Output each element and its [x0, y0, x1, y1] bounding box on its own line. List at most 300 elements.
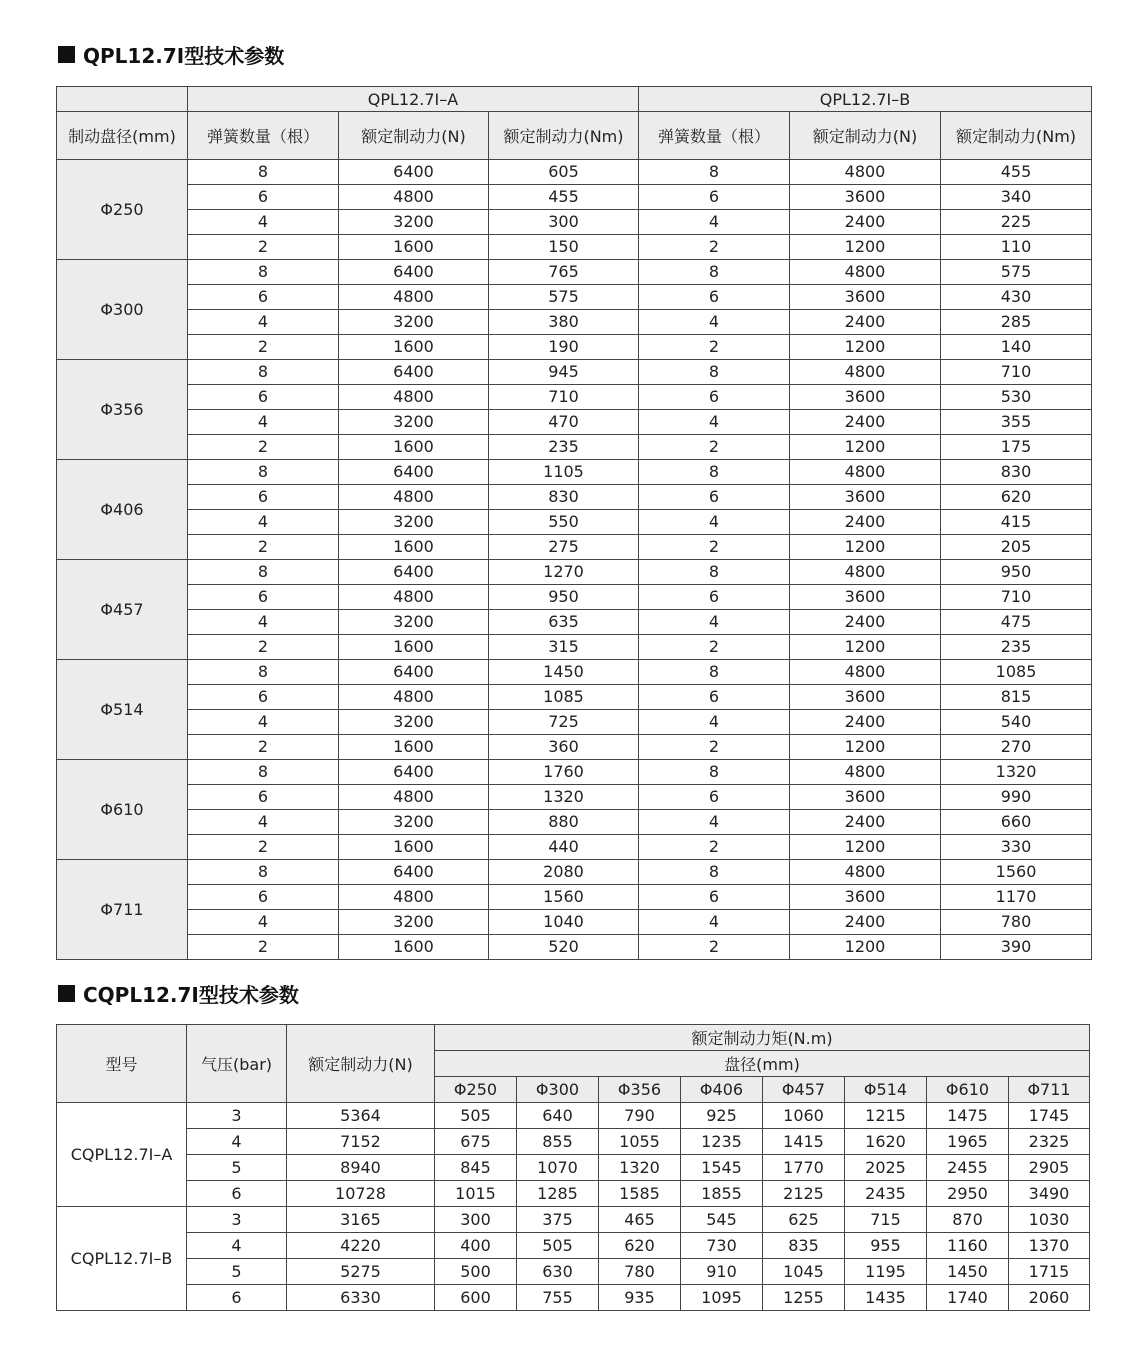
- cell-springs-b: 2: [639, 835, 790, 860]
- cell-torque-b: 710: [941, 360, 1092, 385]
- cell-torque-b: 430: [941, 285, 1092, 310]
- table-row: [57, 785, 1092, 810]
- cell-force-a: 1600: [339, 335, 489, 360]
- cell-springs-b: 8: [639, 260, 790, 285]
- cell-springs-b: 2: [639, 735, 790, 760]
- cell-torque: 1045: [763, 1259, 845, 1285]
- cell-torque: 1740: [927, 1285, 1009, 1311]
- cell-torque: 2455: [927, 1155, 1009, 1181]
- cell-torque-a: 605: [489, 160, 639, 185]
- cell-torque-b: 660: [941, 810, 1092, 835]
- cell-force-a: 4800: [339, 585, 489, 610]
- cell-force: 3165: [287, 1207, 435, 1233]
- disc-size-header: Φ250: [435, 1077, 517, 1103]
- cell-torque: 375: [517, 1207, 599, 1233]
- cell-force-a: 3200: [339, 610, 489, 635]
- cell-springs-a: 6: [188, 785, 339, 810]
- cell-force-a: 3200: [339, 810, 489, 835]
- cell-force-a: 3200: [339, 710, 489, 735]
- cell-force-b: 4800: [790, 760, 941, 785]
- cell-force-b: 3600: [790, 785, 941, 810]
- cell-force: 10728: [287, 1181, 435, 1207]
- cell-torque: 2435: [845, 1181, 927, 1207]
- cell-force: 5364: [287, 1103, 435, 1129]
- cell-springs-a: 6: [188, 585, 339, 610]
- cell-force-a: 6400: [339, 860, 489, 885]
- cell-springs-b: 4: [639, 710, 790, 735]
- section-title-cqpl: [58, 979, 299, 1008]
- table-row: [57, 335, 1092, 360]
- cell-torque-b: 710: [941, 585, 1092, 610]
- cell-springs-a: 8: [188, 860, 339, 885]
- cell-torque-a: 1760: [489, 760, 639, 785]
- cell-torque-b: 990: [941, 785, 1092, 810]
- header-springs-a: 弹簧数量（根）: [188, 112, 339, 160]
- cell-force-a: 1600: [339, 235, 489, 260]
- cell-force-a: 6400: [339, 160, 489, 185]
- cell-torque-b: 455: [941, 160, 1092, 185]
- cell-force-b: 2400: [790, 610, 941, 635]
- cell-force-b: 4800: [790, 460, 941, 485]
- cell-torque: 1235: [681, 1129, 763, 1155]
- cell-force-b: 1200: [790, 835, 941, 860]
- table-row: [57, 685, 1092, 710]
- cell-springs-b: 6: [639, 685, 790, 710]
- disc-diameter-cell: Φ250: [57, 160, 188, 260]
- cell-torque: 955: [845, 1233, 927, 1259]
- disc-diameter-cell: Φ300: [57, 260, 188, 360]
- cell-springs-a: 2: [188, 335, 339, 360]
- cell-springs-b: 6: [639, 785, 790, 810]
- cell-springs-b: 8: [639, 660, 790, 685]
- cell-springs-a: 8: [188, 560, 339, 585]
- cell-torque-a: 950: [489, 585, 639, 610]
- cell-torque: 935: [599, 1285, 681, 1311]
- cell-torque-b: 530: [941, 385, 1092, 410]
- cell-springs-a: 4: [188, 810, 339, 835]
- cell-springs-a: 4: [188, 410, 339, 435]
- cell-force-b: 2400: [790, 710, 941, 735]
- cqpl-table-body: [57, 1103, 1090, 1311]
- cell-springs-a: 6: [188, 685, 339, 710]
- cell-torque-a: 1040: [489, 910, 639, 935]
- cell-torque-b: 830: [941, 460, 1092, 485]
- cell-springs-a: 8: [188, 260, 339, 285]
- cell-springs-b: 6: [639, 385, 790, 410]
- cell-force-a: 1600: [339, 535, 489, 560]
- cell-force-b: 2400: [790, 210, 941, 235]
- cell-force: 4220: [287, 1233, 435, 1259]
- disc-diameter-cell: Φ610: [57, 760, 188, 860]
- cell-torque: 925: [681, 1103, 763, 1129]
- table-row: [57, 885, 1092, 910]
- cell-torque-a: 1320: [489, 785, 639, 810]
- cell-torque: 625: [763, 1207, 845, 1233]
- disc-size-header: Φ457: [763, 1077, 845, 1103]
- cell-torque: 1015: [435, 1181, 517, 1207]
- cell-springs-a: 8: [188, 460, 339, 485]
- cell-springs-a: 6: [188, 185, 339, 210]
- cell-torque-a: 880: [489, 810, 639, 835]
- cell-springs-a: 6: [188, 485, 339, 510]
- cell-pressure: 6: [187, 1181, 287, 1207]
- cell-torque: 1450: [927, 1259, 1009, 1285]
- cell-torque: 1215: [845, 1103, 927, 1129]
- cell-force: 6330: [287, 1285, 435, 1311]
- cell-torque: 855: [517, 1129, 599, 1155]
- table-row: [57, 610, 1092, 635]
- cell-springs-b: 8: [639, 460, 790, 485]
- cell-torque-a: 945: [489, 360, 639, 385]
- cell-force-a: 4800: [339, 485, 489, 510]
- cell-torque-a: 1105: [489, 460, 639, 485]
- cell-force-a: 6400: [339, 260, 489, 285]
- cell-springs-b: 6: [639, 885, 790, 910]
- cell-torque: 1585: [599, 1181, 681, 1207]
- cell-torque-b: 140: [941, 335, 1092, 360]
- cell-torque-a: 1450: [489, 660, 639, 685]
- cell-pressure: 3: [187, 1207, 287, 1233]
- table-row: [57, 1207, 1090, 1233]
- cell-force-a: 3200: [339, 910, 489, 935]
- cell-springs-b: 4: [639, 410, 790, 435]
- cell-springs-b: 2: [639, 535, 790, 560]
- cell-springs-a: 4: [188, 210, 339, 235]
- group-b-header: QPL12.7Ⅰ–B: [639, 87, 1092, 112]
- cell-torque-b: 1085: [941, 660, 1092, 685]
- cell-force-b: 3600: [790, 285, 941, 310]
- cell-torque-b: 780: [941, 910, 1092, 935]
- cell-torque: 2325: [1009, 1129, 1090, 1155]
- cell-springs-a: 2: [188, 535, 339, 560]
- cell-torque-a: 190: [489, 335, 639, 360]
- cell-torque-b: 1170: [941, 885, 1092, 910]
- cell-springs-a: 2: [188, 935, 339, 960]
- cell-torque: 1855: [681, 1181, 763, 1207]
- cell-torque-b: 620: [941, 485, 1092, 510]
- cell-force-a: 3200: [339, 510, 489, 535]
- cell-torque: 1060: [763, 1103, 845, 1129]
- cell-torque: 1095: [681, 1285, 763, 1311]
- cell-force-b: 1200: [790, 435, 941, 460]
- header-model: 型号: [57, 1025, 187, 1103]
- table-row: [57, 535, 1092, 560]
- cell-force-a: 6400: [339, 460, 489, 485]
- table-row: [57, 910, 1092, 935]
- table-row: [57, 935, 1092, 960]
- cell-torque: 1620: [845, 1129, 927, 1155]
- cell-torque-b: 285: [941, 310, 1092, 335]
- cell-torque-b: 330: [941, 835, 1092, 860]
- cell-torque-b: 475: [941, 610, 1092, 635]
- cell-springs-b: 2: [639, 235, 790, 260]
- cell-force-b: 3600: [790, 385, 941, 410]
- cell-force-a: 4800: [339, 385, 489, 410]
- cell-torque: 505: [435, 1103, 517, 1129]
- cell-force-b: 3600: [790, 685, 941, 710]
- cell-force: 7152: [287, 1129, 435, 1155]
- cell-torque-b: 575: [941, 260, 1092, 285]
- table-row: [57, 1233, 1090, 1259]
- cell-torque: 790: [599, 1103, 681, 1129]
- cell-torque-a: 380: [489, 310, 639, 335]
- cell-force-b: 2400: [790, 510, 941, 535]
- cell-torque-b: 540: [941, 710, 1092, 735]
- cell-torque: 3490: [1009, 1181, 1090, 1207]
- cell-torque-a: 1270: [489, 560, 639, 585]
- cell-force-a: 4800: [339, 885, 489, 910]
- cell-torque: 2950: [927, 1181, 1009, 1207]
- table-row: [57, 160, 1092, 185]
- header-force-a: 额定制动力(N): [339, 112, 489, 160]
- cell-torque-a: 300: [489, 210, 639, 235]
- table-row: [57, 1155, 1090, 1181]
- cell-pressure: 6: [187, 1285, 287, 1311]
- cell-springs-a: 8: [188, 660, 339, 685]
- cell-torque: 1435: [845, 1285, 927, 1311]
- table-row: [57, 435, 1092, 460]
- cell-force-a: 6400: [339, 660, 489, 685]
- cell-torque-a: 360: [489, 735, 639, 760]
- cell-torque: 465: [599, 1207, 681, 1233]
- cell-torque-a: 765: [489, 260, 639, 285]
- cell-springs-a: 6: [188, 385, 339, 410]
- header-torque: 额定制动力矩(N.m): [435, 1025, 1090, 1051]
- table-row: [57, 260, 1092, 285]
- cell-springs-b: 2: [639, 635, 790, 660]
- cell-springs-a: 8: [188, 160, 339, 185]
- cell-torque: 1415: [763, 1129, 845, 1155]
- cell-torque-b: 225: [941, 210, 1092, 235]
- disc-diameter-cell: Φ406: [57, 460, 188, 560]
- cell-force-b: 3600: [790, 185, 941, 210]
- table-row: [57, 860, 1092, 885]
- cell-springs-a: 2: [188, 635, 339, 660]
- cell-torque-b: 950: [941, 560, 1092, 585]
- cell-springs-a: 4: [188, 510, 339, 535]
- cell-torque: 870: [927, 1207, 1009, 1233]
- cell-torque-a: 150: [489, 235, 639, 260]
- cell-force-a: 3200: [339, 310, 489, 335]
- cell-force-b: 2400: [790, 810, 941, 835]
- section-title-text: CQPL12.7Ⅰ型技术参数: [83, 983, 299, 1007]
- cell-torque-a: 710: [489, 385, 639, 410]
- cell-torque: 1475: [927, 1103, 1009, 1129]
- cell-force-b: 1200: [790, 735, 941, 760]
- cell-torque: 1055: [599, 1129, 681, 1155]
- table-row: [57, 710, 1092, 735]
- disc-size-header: Φ406: [681, 1077, 763, 1103]
- disc-diameter-cell: Φ356: [57, 360, 188, 460]
- cell-springs-a: 4: [188, 710, 339, 735]
- cell-force-a: 6400: [339, 560, 489, 585]
- cell-torque-a: 550: [489, 510, 639, 535]
- cell-force-b: 4800: [790, 660, 941, 685]
- cell-springs-a: 2: [188, 435, 339, 460]
- cell-torque: 545: [681, 1207, 763, 1233]
- cell-torque: 400: [435, 1233, 517, 1259]
- cell-torque: 2905: [1009, 1155, 1090, 1181]
- cell-force-a: 4800: [339, 685, 489, 710]
- group-a-header: QPL12.7Ⅰ–A: [188, 87, 639, 112]
- cell-torque-a: 455: [489, 185, 639, 210]
- cell-torque: 1255: [763, 1285, 845, 1311]
- cell-force-b: 1200: [790, 335, 941, 360]
- cell-torque: 600: [435, 1285, 517, 1311]
- cell-force-a: 1600: [339, 435, 489, 460]
- cell-torque-b: 205: [941, 535, 1092, 560]
- model-cell: CQPL12.7Ⅰ–A: [57, 1103, 187, 1207]
- table-row: [57, 360, 1092, 385]
- table-row: [57, 385, 1092, 410]
- cell-torque-a: 1560: [489, 885, 639, 910]
- table-row: [57, 210, 1092, 235]
- cell-torque-a: 2080: [489, 860, 639, 885]
- cell-springs-b: 6: [639, 285, 790, 310]
- cell-torque: 1160: [927, 1233, 1009, 1259]
- cell-springs-a: 8: [188, 360, 339, 385]
- cell-torque: 835: [763, 1233, 845, 1259]
- disc-size-header: Φ711: [1009, 1077, 1090, 1103]
- header-torque-b: 额定制动力(Nm): [941, 112, 1092, 160]
- cell-springs-a: 6: [188, 885, 339, 910]
- cell-springs-a: 2: [188, 835, 339, 860]
- cell-force-a: 3200: [339, 210, 489, 235]
- cell-springs-b: 2: [639, 335, 790, 360]
- cell-springs-b: 6: [639, 585, 790, 610]
- cell-torque: 300: [435, 1207, 517, 1233]
- cell-force-b: 1200: [790, 535, 941, 560]
- cell-torque: 2025: [845, 1155, 927, 1181]
- cell-force-b: 1200: [790, 635, 941, 660]
- table-row: [57, 460, 1092, 485]
- cell-springs-a: 8: [188, 760, 339, 785]
- cell-springs-b: 8: [639, 860, 790, 885]
- section-title-text: QPL12.7Ⅰ型技术参数: [83, 44, 285, 68]
- cell-force-a: 1600: [339, 635, 489, 660]
- cell-torque-b: 415: [941, 510, 1092, 535]
- cell-springs-b: 4: [639, 310, 790, 335]
- cell-torque-b: 110: [941, 235, 1092, 260]
- cell-force-b: 4800: [790, 360, 941, 385]
- cell-torque: 755: [517, 1285, 599, 1311]
- cell-springs-b: 4: [639, 910, 790, 935]
- cell-torque-a: 235: [489, 435, 639, 460]
- cell-torque: 1030: [1009, 1207, 1090, 1233]
- table-row: [57, 735, 1092, 760]
- cell-force-b: 1200: [790, 935, 941, 960]
- cell-torque: 1320: [599, 1155, 681, 1181]
- cell-force-a: 4800: [339, 785, 489, 810]
- table-row: [57, 635, 1092, 660]
- cell-force-b: 1200: [790, 235, 941, 260]
- cell-torque: 1745: [1009, 1103, 1090, 1129]
- cell-force-a: 4800: [339, 285, 489, 310]
- cell-force-a: 3200: [339, 410, 489, 435]
- cell-torque: 1545: [681, 1155, 763, 1181]
- table-row: [57, 410, 1092, 435]
- cell-torque: 730: [681, 1233, 763, 1259]
- cell-torque: 620: [599, 1233, 681, 1259]
- cell-force-a: 4800: [339, 185, 489, 210]
- cell-torque-a: 635: [489, 610, 639, 635]
- cell-torque: 2125: [763, 1181, 845, 1207]
- table-row: [57, 1129, 1090, 1155]
- cell-torque-b: 175: [941, 435, 1092, 460]
- cell-force-a: 1600: [339, 935, 489, 960]
- cell-pressure: 5: [187, 1155, 287, 1181]
- cell-torque-b: 340: [941, 185, 1092, 210]
- cell-torque-a: 575: [489, 285, 639, 310]
- cqpl-spec-table: [56, 1024, 1090, 1311]
- header-torque-a: 额定制动力(Nm): [489, 112, 639, 160]
- cell-torque: 780: [599, 1259, 681, 1285]
- table-row: [57, 1285, 1090, 1311]
- cell-torque: 2060: [1009, 1285, 1090, 1311]
- table-row: [57, 560, 1092, 585]
- cell-springs-b: 4: [639, 210, 790, 235]
- cell-torque-a: 440: [489, 835, 639, 860]
- cell-torque: 675: [435, 1129, 517, 1155]
- cell-springs-b: 8: [639, 760, 790, 785]
- table-row: [57, 660, 1092, 685]
- cell-torque: 630: [517, 1259, 599, 1285]
- disc-size-header: Φ514: [845, 1077, 927, 1103]
- cell-torque-a: 1085: [489, 685, 639, 710]
- cell-torque-b: 1560: [941, 860, 1092, 885]
- table-row: [57, 585, 1092, 610]
- header-pressure: 气压(bar): [187, 1025, 287, 1103]
- cell-torque: 1715: [1009, 1259, 1090, 1285]
- table-row: [57, 235, 1092, 260]
- cell-springs-b: 6: [639, 185, 790, 210]
- cell-torque: 715: [845, 1207, 927, 1233]
- cell-springs-b: 8: [639, 160, 790, 185]
- disc-diameter-cell: Φ711: [57, 860, 188, 960]
- header-force: 额定制动力(N): [287, 1025, 435, 1103]
- cell-pressure: 5: [187, 1259, 287, 1285]
- cell-force: 5275: [287, 1259, 435, 1285]
- header-force-b: 额定制动力(N): [790, 112, 941, 160]
- cell-force-a: 1600: [339, 735, 489, 760]
- cell-force-b: 4800: [790, 860, 941, 885]
- table-row: [57, 1259, 1090, 1285]
- cell-springs-b: 4: [639, 810, 790, 835]
- cell-torque: 1070: [517, 1155, 599, 1181]
- cell-force-b: 2400: [790, 910, 941, 935]
- cell-springs-b: 8: [639, 560, 790, 585]
- cell-pressure: 3: [187, 1103, 287, 1129]
- table-row: [57, 760, 1092, 785]
- table-row: [57, 510, 1092, 535]
- cell-springs-b: 8: [639, 360, 790, 385]
- section-title-qpl: [58, 40, 284, 69]
- square-bullet-icon: [58, 985, 75, 1002]
- cell-torque-a: 275: [489, 535, 639, 560]
- cell-torque-a: 520: [489, 935, 639, 960]
- cell-force-a: 6400: [339, 360, 489, 385]
- disc-size-header: Φ300: [517, 1077, 599, 1103]
- table-row: [57, 485, 1092, 510]
- cell-torque: 505: [517, 1233, 599, 1259]
- table-row: [57, 310, 1092, 335]
- cell-springs-a: 6: [188, 285, 339, 310]
- cell-torque-b: 355: [941, 410, 1092, 435]
- cell-torque: 1285: [517, 1181, 599, 1207]
- cell-torque: 1770: [763, 1155, 845, 1181]
- cell-springs-b: 4: [639, 610, 790, 635]
- cell-force-a: 1600: [339, 835, 489, 860]
